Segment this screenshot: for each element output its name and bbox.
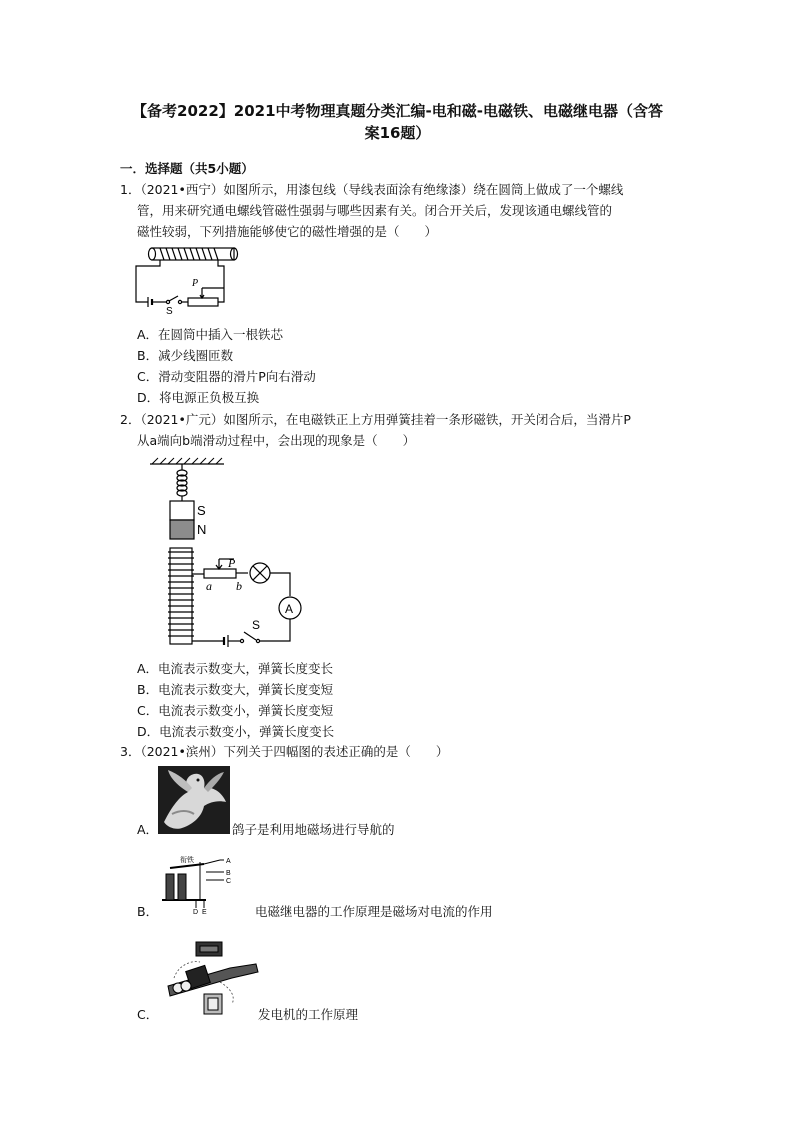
q3-relay-coil-left bbox=[166, 874, 174, 900]
q1-wire-left bbox=[136, 260, 160, 302]
q2-electromagnet-circuit-figure bbox=[144, 456, 304, 656]
q3-generator-figure bbox=[160, 938, 262, 1020]
q3-relay-label-c: C bbox=[226, 878, 232, 885]
q1-option-a: A．在圆筒中插入一根铁芯 bbox=[137, 327, 284, 342]
q1-switch-label: S bbox=[166, 306, 173, 316]
q1-coil-turns bbox=[160, 248, 218, 260]
q2-stem-line-1: 2．（2021•广元）如图所示，在电磁铁正上方用弹簧挂着一条形磁铁，开关闭合后，当滑片P bbox=[120, 412, 631, 427]
q3-pigeon-photo bbox=[158, 766, 230, 834]
q1-solenoid-circuit-figure bbox=[128, 244, 248, 316]
q2-spring bbox=[177, 470, 187, 496]
q2-option-d: D．电流表示数变小，弹簧长度变长 bbox=[137, 724, 335, 739]
q3-relay-label-b: B bbox=[226, 870, 231, 877]
q2-electromagnet-coil bbox=[168, 552, 194, 636]
q3-relay-label-d: D bbox=[193, 909, 199, 914]
q3-option-b-letter: B． bbox=[137, 904, 159, 919]
q3-relay-coil-right bbox=[178, 874, 186, 900]
q2-rheostat bbox=[204, 569, 236, 578]
q2-option-c: C．电流表示数变小，弹簧长度变短 bbox=[137, 703, 334, 718]
q3-option-a-letter: A． bbox=[137, 822, 159, 837]
q2-slider-label: P bbox=[228, 556, 236, 570]
title-line-2: 案16题） bbox=[364, 124, 431, 142]
q3-relay-label-a: A bbox=[226, 858, 231, 865]
q2-switch-label: S bbox=[252, 618, 261, 632]
q2-option-a: A．电流表示数变大，弹簧长度变长 bbox=[137, 661, 334, 676]
q2-switch-blade bbox=[244, 632, 256, 640]
q3-option-a-text: 鸽子是利用地磁场进行导航的 bbox=[232, 822, 395, 837]
q2-end-a-label: a bbox=[206, 579, 212, 593]
q3-option-c-letter: C． bbox=[137, 1007, 159, 1022]
q1-option-d: D．将电源正负极互换 bbox=[137, 390, 260, 405]
q1-rheostat bbox=[188, 298, 218, 306]
q2-magnet-north-label: N bbox=[197, 522, 207, 537]
q3-option-c-text: 发电机的工作原理 bbox=[258, 1007, 359, 1022]
q3-relay-top-label: 衔铁 bbox=[180, 856, 194, 864]
section-heading: 一．选择题（共5小题） bbox=[120, 161, 254, 176]
q2-magnet-north bbox=[170, 520, 194, 539]
q3-relay-label-e: E bbox=[202, 909, 207, 914]
q1-slider-label: P bbox=[192, 278, 199, 289]
q1-tube-left-end bbox=[149, 248, 156, 260]
q2-ammeter-label: A bbox=[285, 602, 294, 616]
q1-wire-right bbox=[218, 260, 224, 302]
q3-stem-line-1: 3．（2021•滨州）下列关于四幅图的表述正确的是（ ） bbox=[120, 744, 449, 759]
q2-option-b: B．电流表示数变大，弹簧长度变短 bbox=[137, 682, 334, 697]
q1-stem-line-2: 管，用来研究通电螺线管磁性强弱与哪些因素有关。闭合开关后，发现该通电螺线管的 bbox=[137, 203, 613, 218]
q1-stem-line-1: 1．（2021•西宁）如图所示，用漆包线（导线表面涂有绝缘漆）绕在圆筒上做成了一个螺线 bbox=[120, 182, 624, 197]
q3-relay-figure bbox=[156, 852, 248, 914]
q2-ceiling-hatch bbox=[152, 458, 222, 464]
q2-magnet-south-label: S bbox=[197, 503, 206, 518]
q1-option-b: B．减少线圈匝数 bbox=[137, 348, 234, 363]
q3-relay-armature bbox=[170, 864, 204, 868]
q1-option-c: C．滑动变阻器的滑片P向右滑动 bbox=[137, 369, 316, 384]
q2-magnet-south bbox=[170, 501, 194, 520]
title-line-1: 【备考2022】2021中考物理真题分类汇编-电和磁-电磁铁、电磁继电器（含答 bbox=[132, 102, 663, 120]
q2-end-b-label: b bbox=[236, 579, 242, 593]
q2-stem-line-2: 从a端向b端滑动过程中，会出现的现象是（ ） bbox=[137, 433, 416, 448]
q3-option-b-text: 电磁继电器的工作原理是磁场对电流的作用 bbox=[255, 904, 493, 919]
q1-switch-blade bbox=[169, 296, 178, 301]
document-title bbox=[95, 100, 700, 144]
q1-stem-line-3: 磁性较弱，下列措施能够使它的磁性增强的是（ ） bbox=[137, 224, 438, 239]
